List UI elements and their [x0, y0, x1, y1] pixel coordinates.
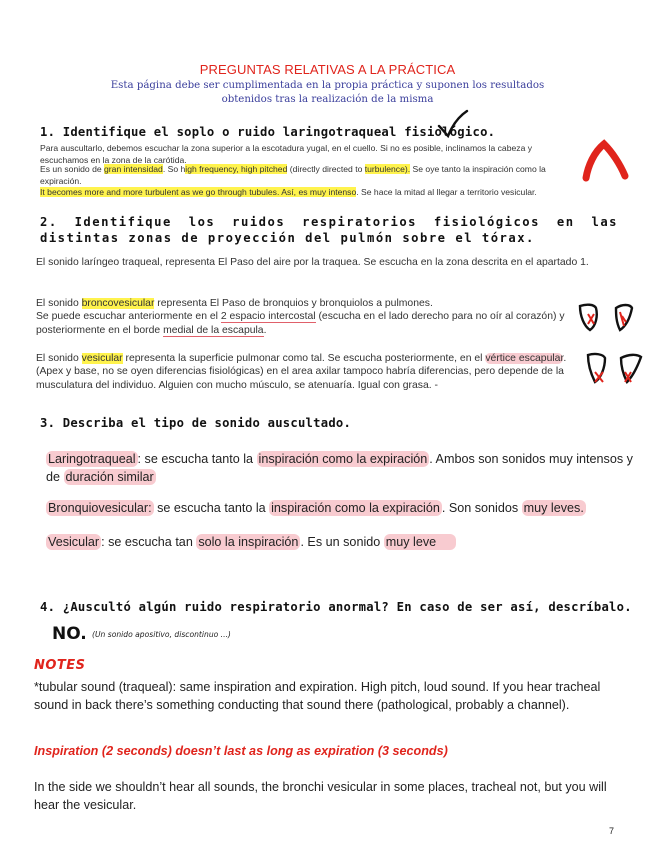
red-mark-icon: [582, 140, 628, 180]
notes-paragraph-1: *tubular sound (traqueal): same inspiration and expiration. High pitch, loud sound. If you hear tracheal sound in back there’s something conducting that sound there (pathological, probably a channel).: [34, 680, 601, 712]
page-subtitle: [0, 79, 655, 107]
checkmark-icon: [437, 110, 469, 138]
notes-emphasis: Inspiration (2 seconds) doesn’t last as long as expiration (3 seconds): [34, 744, 448, 758]
q1-paragraph-1: Para auscultarlo, debemos escuchar la zona superior a la escotadura yugal, en el cuello. Si no es posible, inclinamos la cabeza y escuchamos en la zona de la carótida.: [40, 143, 533, 165]
q1-highlight-tubules: It becomes more and more turbulent as we go through tubules.: [40, 187, 280, 197]
q3-highlight: solo la inspiración: [198, 535, 299, 549]
q3-highlight: muy leves.: [523, 501, 584, 515]
question-1-heading: 1. Identifique el soplo o ruido laringotraqueal fisiológico.: [40, 125, 496, 139]
q1-highlight-frequency: igh frequency, high pitched: [185, 164, 288, 174]
question-2-heading: 2. Identifique los ruidos respiratorios fisiológicos en las distintas zonas de proyección del pulmón sobre el tórax.: [40, 215, 618, 245]
q1-highlight-intensity: gran intensidad: [104, 164, 163, 174]
q2-text: (escucha en el lado derecho para no oír al corazón) y posteriormente en el borde: [36, 311, 565, 336]
q3-text: : se escucha tan: [101, 535, 197, 549]
page-title: PREGUNTAS RELATIVAS A LA PRÁCTICA: [199, 62, 456, 77]
q2-highlight-vesicular: vesicular: [81, 353, 123, 364]
q1-highlight-intenso: Así, es muy intenso: [279, 187, 357, 197]
question-3-heading: 3. Describa el tipo de sonido auscultado.: [40, 416, 352, 430]
q3-term-bronquiovesicular: Bronquiovesicular:: [48, 501, 152, 515]
q3-line-vesicular: [46, 534, 646, 552]
question-4-heading: 4. ¿Auscultó algún ruido respiratorio anormal? En caso de ser así, descríbalo.: [40, 600, 632, 614]
q2-text: El sonido: [36, 298, 82, 309]
notes-paragraph-3: In the side we shouldn’t hear all sounds, the bronchi vesicular in some places, tracheal not, but you will hear the vesicular.: [34, 780, 607, 812]
q3-highlight: duración similar: [65, 469, 154, 484]
q3-highlight: muy leve: [384, 534, 456, 550]
q2-paragraph-1: El sonido laríngeo traqueal, representa El Paso del aire por la traquea. Se escucha en la zona descrita en el apartado 1.: [36, 257, 589, 268]
subtitle-line-2: obtenidos tras la realización de la misma: [221, 94, 434, 105]
q3-highlight: inspiración como la expiración: [258, 452, 428, 466]
q1-highlight-turbulence: turbulence).: [364, 164, 411, 174]
q2-text: . (Apex y base, no se oyen diferencias fisiológicas) en el area axilar tampoco habría diferencias, pero depende de la musculatura del individuo. Alguien con mucho músculo, se atenuaría. Igual con grasa. -: [36, 353, 567, 391]
q1-text: Es un sonido de: [40, 164, 105, 174]
q1-text: . So h: [162, 164, 186, 174]
q2-text: Se puede escuchar anteriormente en el: [36, 311, 221, 323]
q3-term-vesicular: Vesicular: [48, 535, 100, 549]
q2-underline-escapula: medial de la escapula: [163, 324, 264, 336]
q2-paragraph-3: [36, 352, 576, 392]
q2-paragraph-2: [36, 297, 576, 337]
q1-text: Se oye tanto la inspiración como la expiración.: [40, 164, 546, 186]
q3-text: . Son sonidos: [441, 501, 522, 515]
q1-text: (directly directed to: [287, 164, 365, 174]
q2-text: .: [263, 324, 267, 336]
subtitle-line-1: Esta página debe ser cumplimentada en la propia práctica y suponen los resultados: [110, 80, 545, 91]
q3-text: : se escucha tanto la: [137, 452, 257, 466]
notes-label: NOTES: [34, 658, 86, 673]
q1-text: . Se hace la mitad al llegar a territorio vesicular.: [356, 187, 537, 197]
q2-text: representa El Paso de bronquios y bronquiolos a pulmones.: [154, 298, 433, 309]
q2-text: El sonido: [36, 353, 82, 364]
q4-handwritten-note: (Un sonido apositivo, discontinuo ...): [92, 630, 231, 639]
q3-text: se escucha tanto la: [153, 501, 270, 515]
q3-highlight: inspiración como la expiración: [271, 501, 440, 515]
q2-highlight-vertice: vértice escapular: [485, 353, 564, 364]
q3-text: . Es un sonido: [300, 535, 384, 549]
q3-line-laringotraqueal: [46, 451, 646, 486]
q4-handwritten-answer: NO.: [52, 624, 87, 644]
page-number: 7: [609, 826, 615, 836]
lung-marks-icon: [585, 352, 643, 386]
lung-marks-icon: [576, 302, 636, 334]
q2-underline-intercostal: 2 espacio intercostal: [220, 311, 316, 323]
q1-paragraph-2: [40, 164, 580, 187]
q2-highlight-broncovesicular: broncovesicular: [81, 298, 155, 309]
q2-text: representa la superficie pulmonar como tal. Se escucha posteriormente, en el: [122, 353, 486, 364]
q3-term-laringotraqueal: Laringotraqueal: [48, 452, 136, 466]
q1-paragraph-3: [40, 187, 580, 199]
q3-text: . Ambos son sonidos muy intensos y de: [46, 452, 633, 484]
q3-line-bronquiovesicular: [46, 500, 646, 518]
